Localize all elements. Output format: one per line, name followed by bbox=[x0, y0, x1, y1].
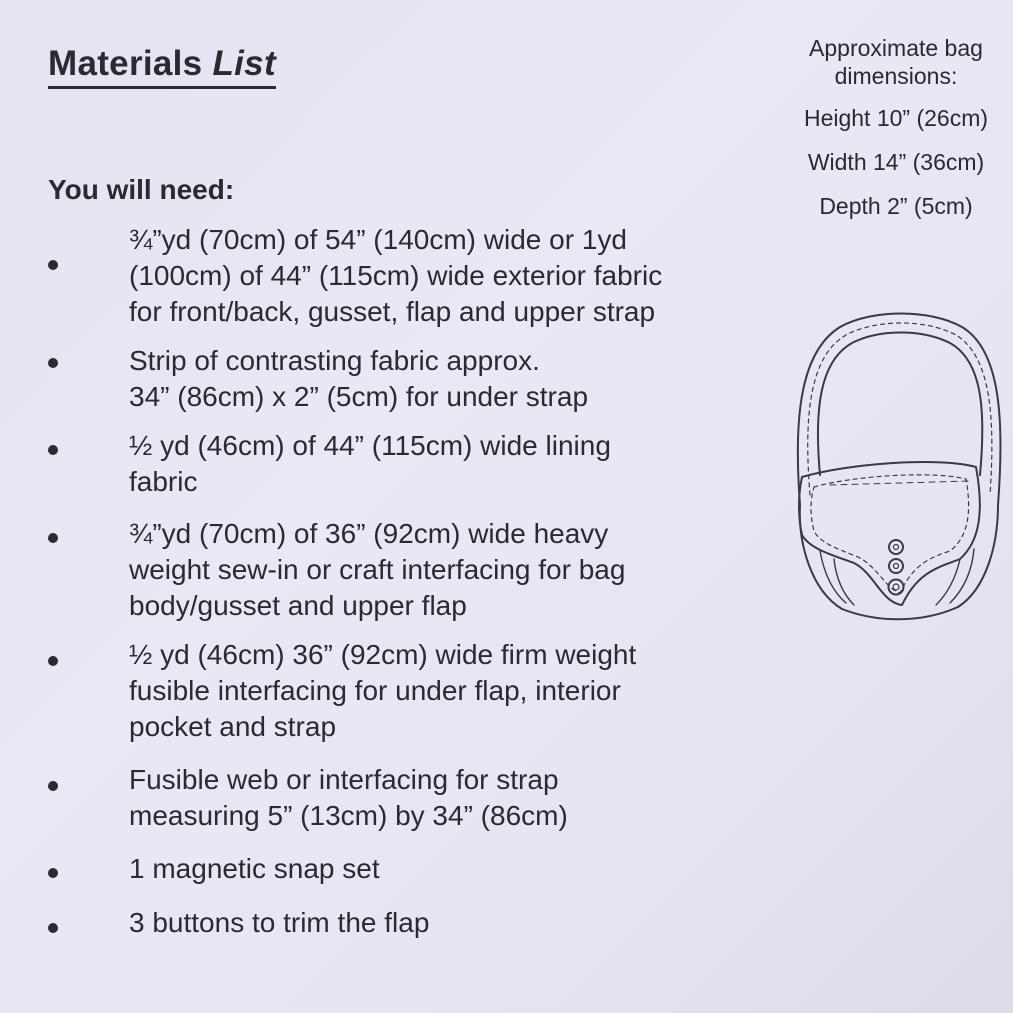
title-emphasis: List bbox=[212, 44, 276, 83]
title-main: Materials bbox=[48, 44, 213, 83]
button-middle bbox=[889, 559, 903, 573]
flap-stitching bbox=[811, 475, 969, 593]
list-item-text: 1 magnetic snap set bbox=[129, 853, 380, 884]
list-item-text: ¾”yd (70cm) of 36” (92cm) wide heavy weight sew-in or craft interfacing for bag body/gusset and upper flap bbox=[129, 518, 626, 621]
pleat-left-2 bbox=[834, 559, 854, 605]
dimension-width: Width 14” (36cm) bbox=[807, 149, 985, 175]
bag-bottom bbox=[842, 607, 958, 619]
page-title bbox=[48, 44, 276, 89]
list-item-text: 3 buttons to trim the flap bbox=[129, 907, 430, 938]
list-item-text: ½ yd (46cm) of 44” (115cm) wide lining fabric bbox=[129, 430, 611, 497]
bullet bbox=[48, 533, 58, 543]
bullet bbox=[48, 781, 58, 791]
button-middle-center bbox=[894, 564, 899, 569]
flap-fold-line bbox=[830, 481, 970, 485]
list-item-text: ¾”yd (70cm) of 54” (140cm) wide or 1yd (100cm) of 44” (115cm) wide exterior fabric for front/back, gusset, flap and upper strap bbox=[129, 224, 663, 327]
bullet bbox=[48, 923, 58, 933]
list-item-text: ½ yd (46cm) 36” (92cm) wide firm weight fusible interfacing for under flap, interior pocket and strap bbox=[129, 639, 637, 742]
bag-illustration bbox=[790, 305, 1012, 625]
button-top bbox=[889, 540, 903, 554]
bullet bbox=[48, 656, 58, 666]
button-top-center bbox=[894, 545, 899, 550]
section-subtitle: You will need: bbox=[48, 174, 235, 205]
strap-outline bbox=[798, 314, 1001, 506]
bullet bbox=[48, 868, 58, 878]
flap-buttons bbox=[889, 540, 904, 595]
button-bottom-center bbox=[893, 584, 899, 590]
list-item-text: Strip of contrasting fabric approx. 34” (86cm) x 2” (5cm) for under strap bbox=[129, 345, 589, 412]
dimension-depth: Depth 2” (5cm) bbox=[819, 193, 973, 219]
button-bottom bbox=[889, 580, 904, 595]
list-item-text: Fusible web or interfacing for strap measuring 5” (13cm) by 34” (86cm) bbox=[129, 764, 568, 831]
bullet bbox=[48, 260, 58, 270]
pleat-right-1 bbox=[936, 559, 960, 605]
bullet bbox=[48, 358, 58, 368]
bullet bbox=[48, 445, 58, 455]
bag-dimensions bbox=[780, 34, 1012, 236]
strap-inner-outline bbox=[818, 333, 982, 476]
dimension-height: Height 10” (26cm) bbox=[803, 105, 989, 131]
dimensions-heading: Approximate bag dimensions: bbox=[809, 35, 983, 89]
